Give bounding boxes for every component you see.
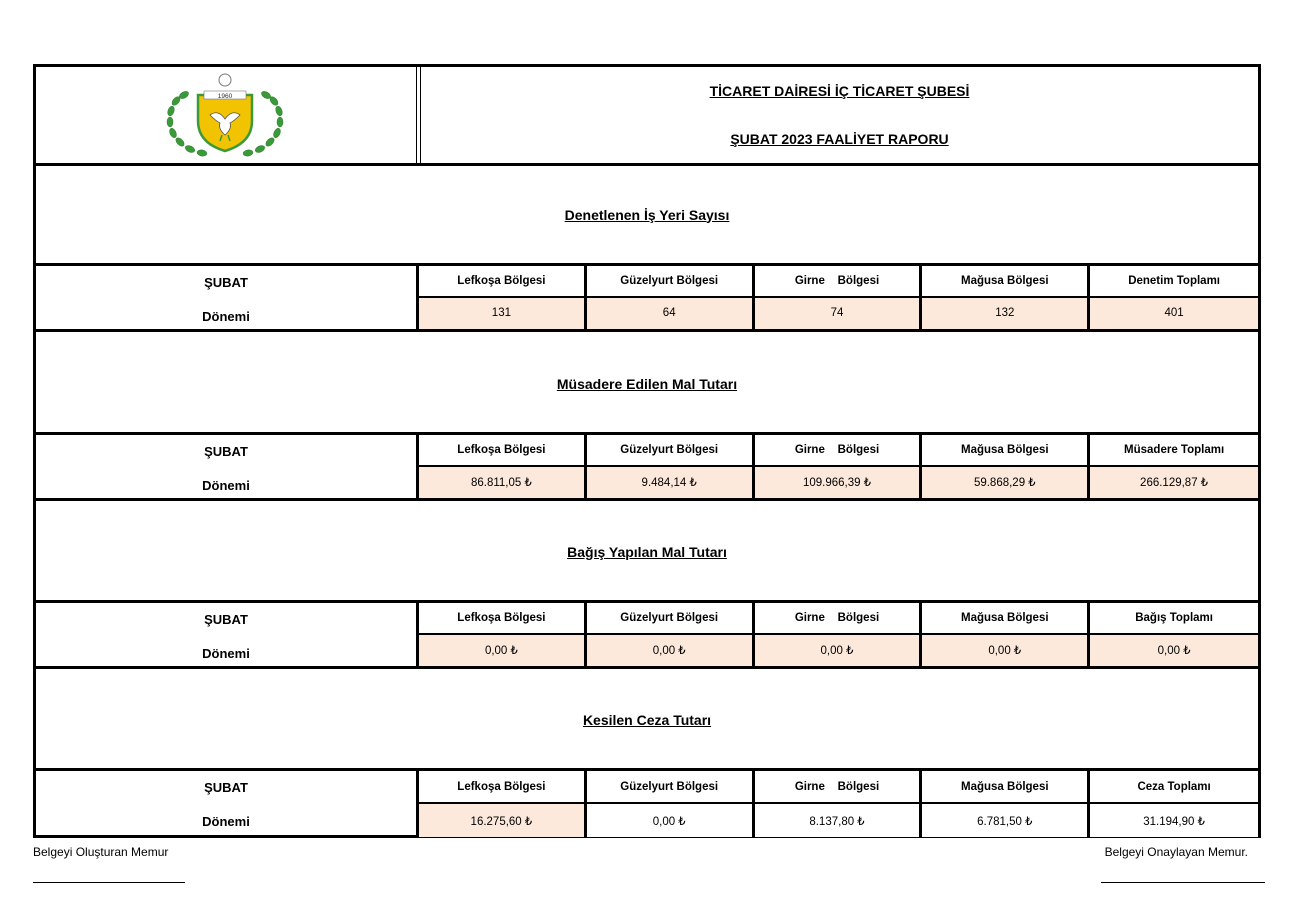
- value-guzelyurt: 9.484,14 ₺: [587, 467, 755, 499]
- header-girne: Girne Bölgesi: [755, 435, 923, 467]
- header-lefkosa: Lefkoşa Bölgesi: [419, 771, 587, 804]
- header-lefkosa: Lefkoşa Bölgesi: [419, 266, 587, 298]
- header-magusa: Mağusa Bölgesi: [922, 603, 1090, 635]
- coat-of-arms-logo: [162, 71, 288, 159]
- logo-year: 1960: [217, 93, 233, 100]
- header-guzelyurt: Güzelyurt Bölgesi: [587, 266, 755, 298]
- period-month: ŞUBAT: [204, 612, 248, 627]
- header-total: Bağış Toplamı: [1090, 603, 1258, 635]
- section-title: Müsadere Edilen Mal Tutarı: [556, 375, 738, 392]
- creator-signature-line: [33, 882, 185, 883]
- region-grid: [419, 435, 1258, 498]
- header-girne: Girne Bölgesi: [755, 603, 923, 635]
- value-guzelyurt: 64: [587, 298, 755, 330]
- value-lefkosa: 0,00 ₺: [419, 635, 587, 667]
- value-girne: 74: [755, 298, 923, 330]
- section-data-block: [36, 435, 1258, 501]
- approver-signature-line: [1101, 882, 1265, 883]
- period-label: [36, 603, 419, 666]
- period-label: [36, 771, 419, 837]
- value-lefkosa: 86.811,05 ₺: [419, 467, 587, 499]
- value-guzelyurt: 0,00 ₺: [587, 804, 755, 837]
- department-title: TİCARET DAİRESİ İÇ TİCARET ŞUBESİ: [709, 83, 970, 99]
- header-total: Denetim Toplamı: [1090, 266, 1258, 298]
- value-magusa: 59.868,29 ₺: [922, 467, 1090, 499]
- value-magusa: 6.781,50 ₺: [922, 804, 1090, 837]
- region-grid: [419, 603, 1258, 666]
- header-total: Müsadere Toplamı: [1090, 435, 1258, 467]
- period-month: ŞUBAT: [204, 275, 248, 290]
- period-label: [36, 435, 419, 498]
- value-lefkosa: 131: [419, 298, 587, 330]
- value-guzelyurt: 0,00 ₺: [587, 635, 755, 667]
- section-inspected-workplaces: [36, 166, 1258, 332]
- report-sheet: [33, 64, 1261, 838]
- section-title: Kesilen Ceza Tutarı: [582, 711, 712, 728]
- value-magusa: 132: [922, 298, 1090, 330]
- header-lefkosa: Lefkoşa Bölgesi: [419, 435, 587, 467]
- section-confiscated-goods: [36, 335, 1258, 501]
- section-donated-goods: [36, 503, 1258, 669]
- header-magusa: Mağusa Bölgesi: [922, 266, 1090, 298]
- period-label-text: Dönemi: [202, 646, 250, 661]
- value-lefkosa: 16.275,60 ₺: [419, 804, 587, 837]
- report-header: [36, 67, 1258, 166]
- header-guzelyurt: Güzelyurt Bölgesi: [587, 771, 755, 804]
- logo-cell: [36, 67, 421, 163]
- report-title: ŞUBAT 2023 FAALİYET RAPORU: [730, 131, 949, 147]
- header-guzelyurt: Güzelyurt Bölgesi: [587, 435, 755, 467]
- value-total: 401: [1090, 298, 1258, 330]
- value-girne: 0,00 ₺: [755, 635, 923, 667]
- region-grid: [419, 771, 1258, 837]
- section-fines-issued: [36, 671, 1258, 837]
- period-label-text: Dönemi: [202, 309, 250, 324]
- value-total: 0,00 ₺: [1090, 635, 1258, 667]
- creator-label: Belgeyi Oluşturan Memur: [33, 845, 169, 859]
- value-girne: 109.966,39 ₺: [755, 467, 923, 499]
- period-label-text: Dönemi: [202, 814, 250, 829]
- title-cell: [421, 67, 1258, 163]
- section-title: Denetlenen İş Yeri Sayısı: [564, 206, 730, 223]
- region-grid: [419, 266, 1258, 329]
- header-girne: Girne Bölgesi: [755, 266, 923, 298]
- section-data-block: [36, 603, 1258, 669]
- header-total: Ceza Toplamı: [1090, 771, 1258, 804]
- header-girne: Girne Bölgesi: [755, 771, 923, 804]
- approver-label: Belgeyi Onaylayan Memur.: [1104, 845, 1248, 859]
- header-magusa: Mağusa Bölgesi: [922, 771, 1090, 804]
- header-magusa: Mağusa Bölgesi: [922, 435, 1090, 467]
- header-lefkosa: Lefkoşa Bölgesi: [419, 603, 587, 635]
- period-month: ŞUBAT: [204, 444, 248, 459]
- value-total: 31.194,90 ₺: [1090, 804, 1258, 837]
- value-magusa: 0,00 ₺: [922, 635, 1090, 667]
- section-data-block: [36, 266, 1258, 332]
- value-girne: 8.137,80 ₺: [755, 804, 923, 837]
- period-month: ŞUBAT: [204, 780, 248, 795]
- value-total: 266.129,87 ₺: [1090, 467, 1258, 499]
- period-label-text: Dönemi: [202, 478, 250, 493]
- section-data-block: [36, 771, 1258, 837]
- section-title: Bağış Yapılan Mal Tutarı: [567, 543, 727, 560]
- period-label: [36, 266, 419, 329]
- header-guzelyurt: Güzelyurt Bölgesi: [587, 603, 755, 635]
